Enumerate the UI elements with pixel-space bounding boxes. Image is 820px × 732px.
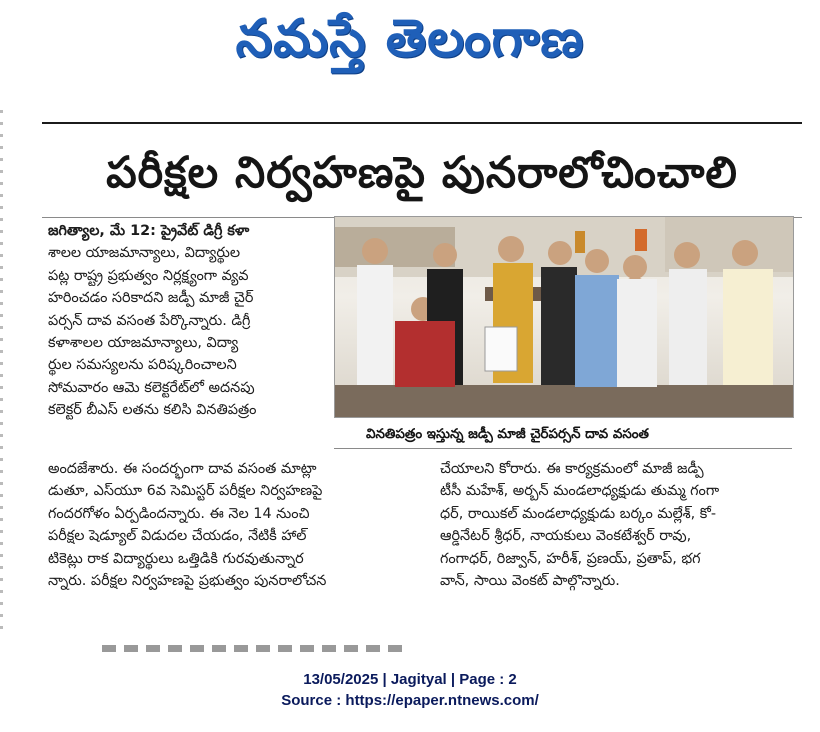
intro-line: జగిత్యాల, మే 12: ప్రైవేట్ డిగ్రీ కళా — [48, 223, 250, 239]
right-line: గంగాధర్, రిజ్వాన్, హరీశ్, ప్రణయ్, ప్రతాప్, భగ — [440, 550, 701, 567]
intro-line: సోమవారం ఆమె కలెక్టరేట్‌లో అదనపు — [48, 379, 255, 396]
source-link[interactable]: Source : https://epaper.ntnews.com/ — [281, 692, 539, 709]
left-line: డుతూ, ఎస్‌యూ 6వ సెమిస్టర్ పరీక్షల నిర్వహణపై — [48, 483, 323, 500]
intro-line: పట్ల రాష్ట్ర ప్రభుత్వం నిర్లక్ష్యంగా వ్యవ — [48, 267, 249, 284]
left-line: టికెట్లు రాక విద్యార్థులు ఒత్తిడికి గురవుతున్నార — [48, 550, 304, 567]
left-line: న్నారు. పరీక్షల నిర్వహణపై ప్రభుత్వం పునరాలోచన — [48, 573, 327, 590]
article-headline: పరీక్షల నిర్వహణపై పునరాలోచించాలి — [106, 148, 738, 198]
intro-line: పర్సన్ దావ వసంత పేర్కొన్నారు. డిగ్రీ — [48, 312, 251, 329]
intro-line: శాలల యాజమాన్యాలు, విద్యార్థుల — [48, 245, 241, 262]
edition-info: 13/05/2025 | Jagityal | Page : 2 — [303, 671, 517, 688]
right-line: ధర్, రాయికల్ మండలాధ్యక్షుడు బర్కం మల్లేశ్, కో- — [440, 505, 717, 522]
newspaper-masthead — [0, 4, 820, 74]
intro-line: కలెక్టర్ బీఎస్ లతను కలిసి వినతిపత్రం — [48, 402, 257, 419]
left-line: అందజేశారు. ఈ సందర్భంగా దావ వసంత మాట్లా — [48, 461, 317, 477]
right-line: టీసీ మహేశ్, అర్బన్ మండలాధ్యక్షుడు తుమ్మ గంగా — [440, 483, 720, 500]
intro-line: హరించడం సరికాదని జడ్పీ మాజీ చైర్ — [48, 290, 254, 307]
right-line: చేయాలని కోరారు. ఈ కార్యక్రమంలో మాజీ జడ్పీ — [440, 461, 704, 477]
masthead-title: నమస్తే తెలంగాణ — [235, 9, 585, 69]
right-column — [440, 458, 796, 638]
right-line: ఆర్డినేటర్ శ్రీధర్, నాయకులు వెంకటేశ్వర్ రావు, — [440, 528, 692, 545]
article-photo — [334, 216, 794, 418]
left-line: గందరగోళం ఏర్పడిందన్నారు. ఈ నెల 14 నుంచి — [48, 505, 310, 522]
caption-rule — [334, 448, 792, 449]
photo-caption: వినతిపత్రం ఇస్తున్న జడ్పీ మాజీ చైర్‌పర్సన్ దావ వసంత — [366, 427, 649, 442]
top-rule — [42, 122, 802, 124]
intro-line: ర్థుల సమస్యలను పరిష్కరించాలని — [48, 357, 237, 374]
epaper-footer — [0, 670, 820, 720]
right-line: వాన్, సాయి వెంకట్ పాల్గొన్నారు. — [440, 573, 620, 590]
left-line: పరీక్షల షెడ్యూల్ విడుదల చేయడం, నేటికీ హాల్ — [48, 528, 307, 545]
news-clipping — [42, 122, 802, 652]
cut-off-text-line — [102, 645, 402, 652]
left-column — [48, 458, 422, 638]
photo-illustration — [335, 217, 793, 417]
intro-line: కళాశాలల యాజమాన్యాలు, విద్యా — [48, 335, 239, 352]
clipping-edge-mark — [0, 110, 3, 630]
